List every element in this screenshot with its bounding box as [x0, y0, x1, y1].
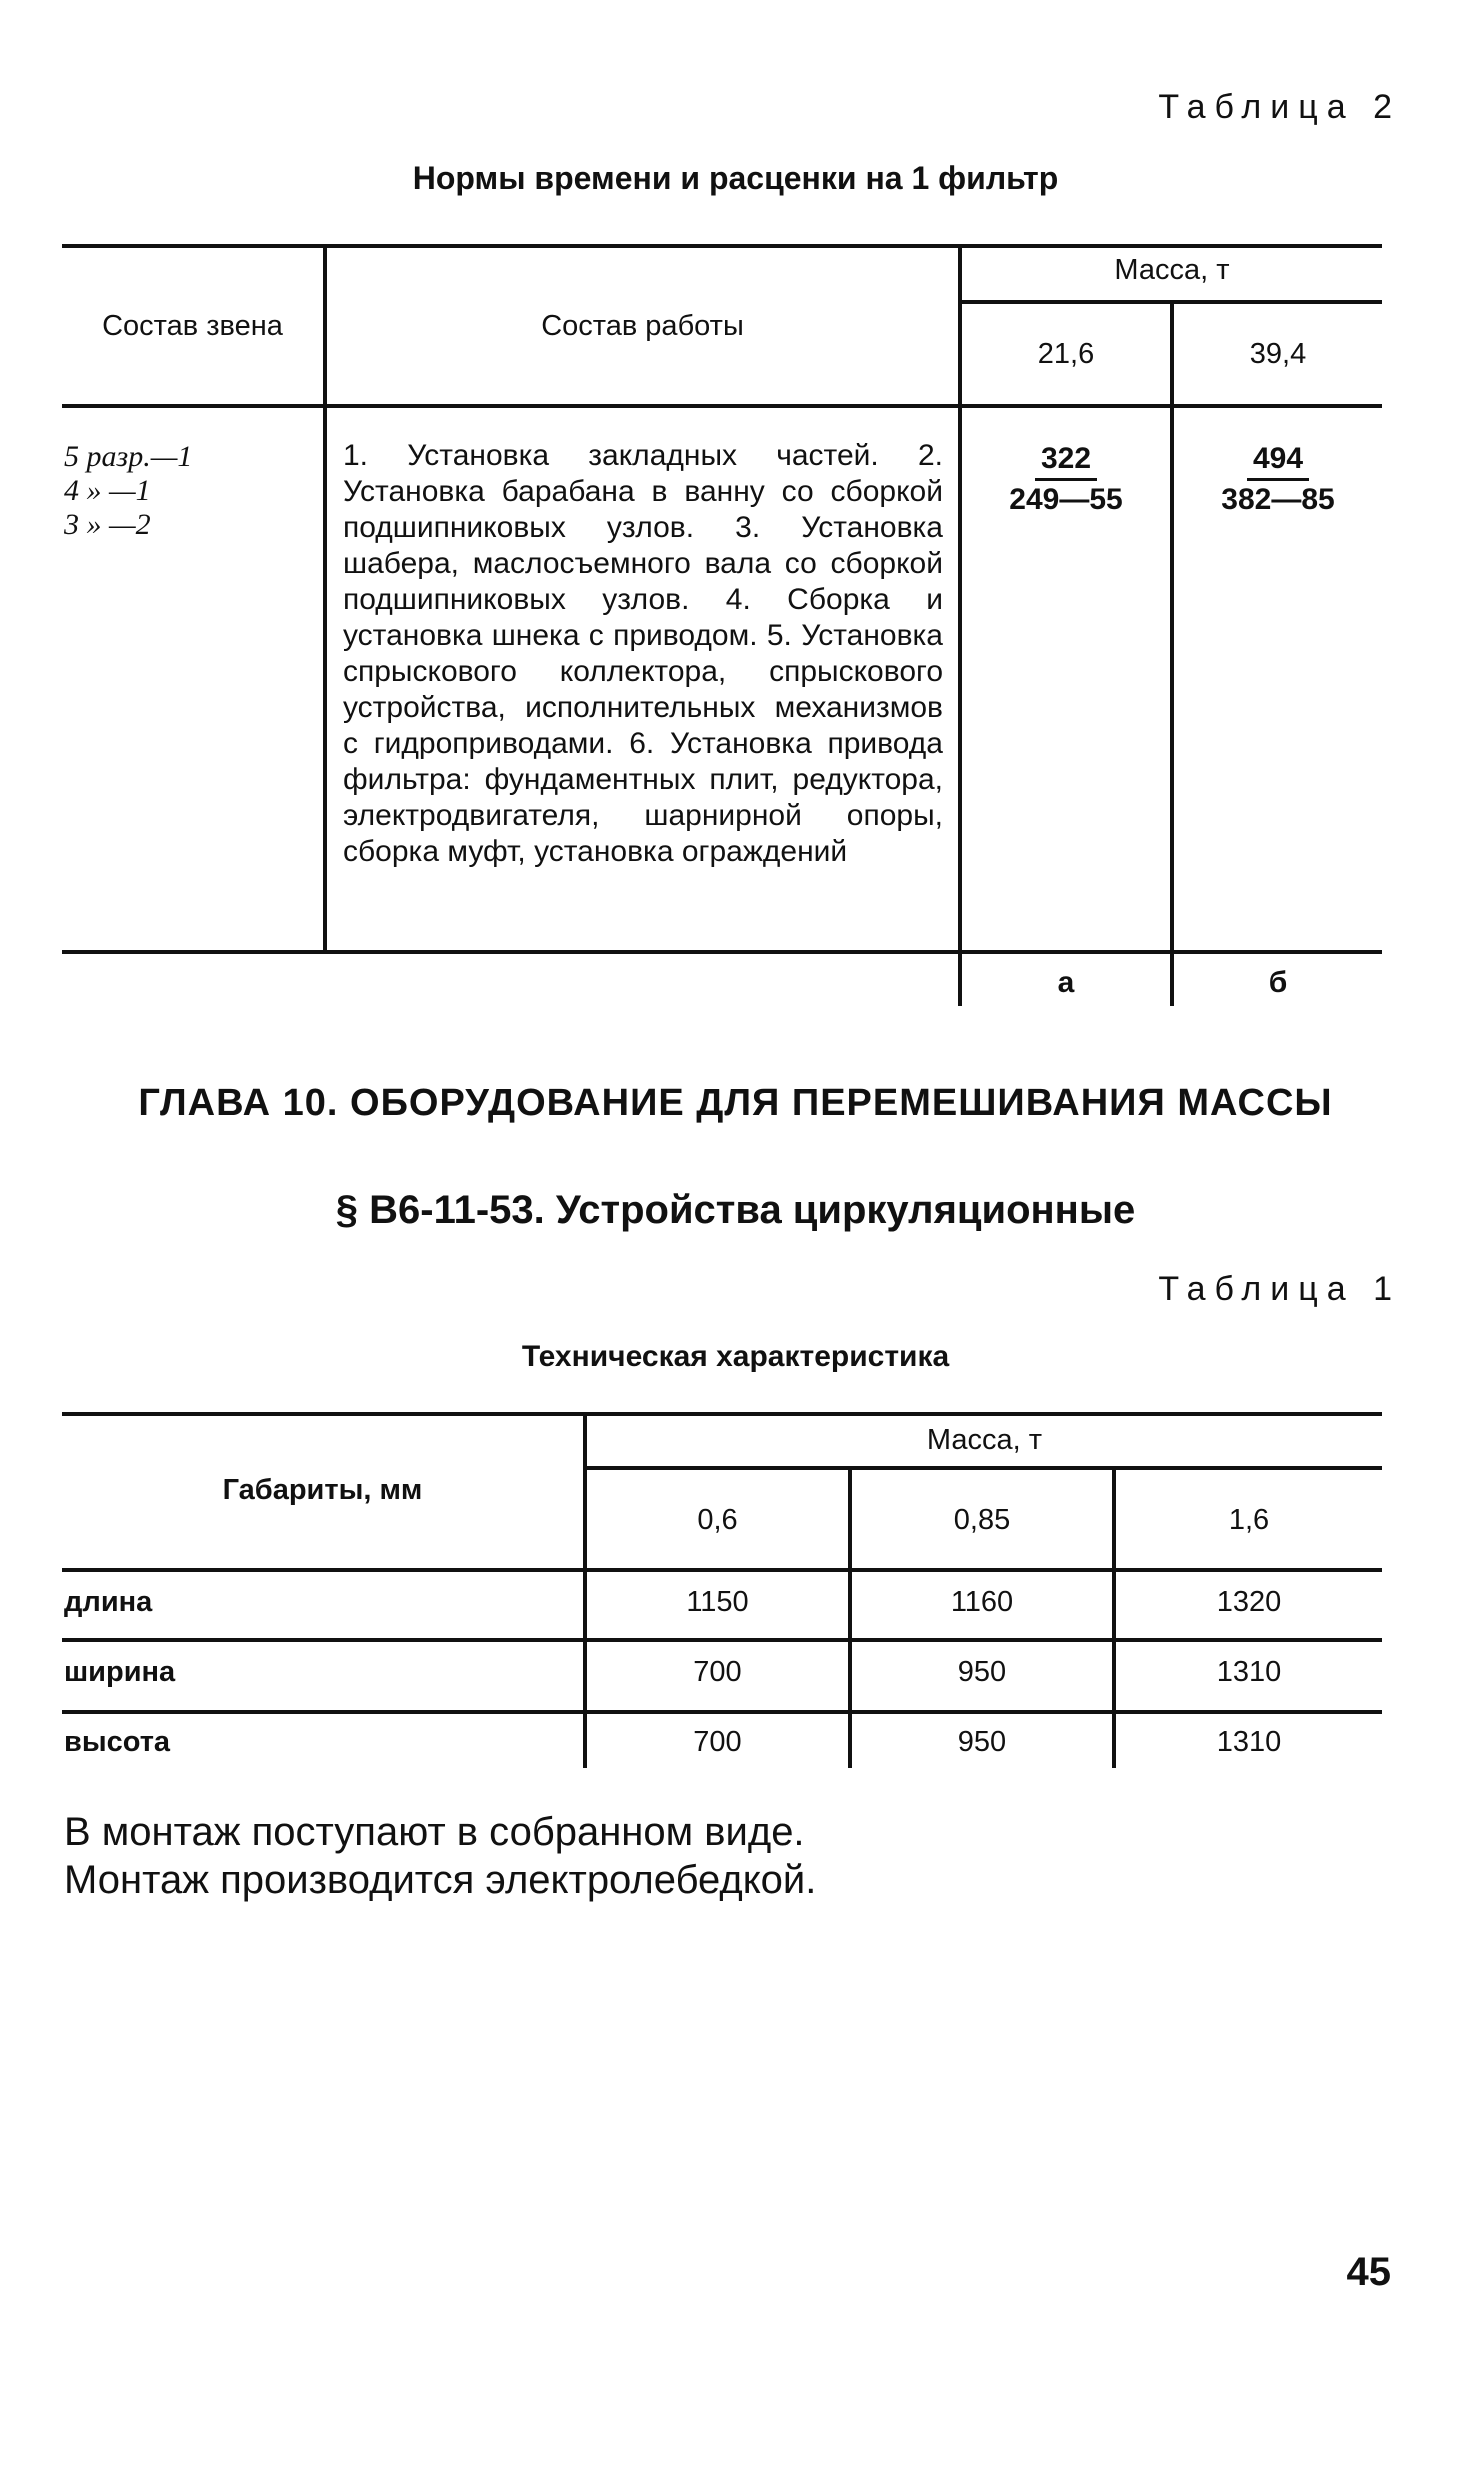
table1-title: Техническая характеристика	[521, 1340, 950, 1373]
header-mass-value: 21,6	[1037, 338, 1095, 370]
header-work: Состав работы	[541, 310, 744, 342]
crew-line: 5 разр.—1	[64, 440, 193, 473]
row-name: длина	[64, 1586, 153, 1618]
header-mass: Масса, т	[1114, 254, 1230, 286]
table-cell: 700	[693, 1656, 742, 1688]
column-letter: а	[1057, 966, 1075, 999]
table-cell: 950	[957, 1726, 1007, 1758]
norm-value: 322	[1035, 440, 1097, 481]
table2-label: Таблица 2	[1158, 88, 1401, 126]
rate-cell	[962, 440, 1170, 518]
crew-line: 3 » —2	[64, 508, 151, 541]
table1-label: Таблица 1	[1158, 1270, 1401, 1308]
note-line: В монтаж поступают в собранном виде.	[64, 1810, 805, 1854]
header-mass-value: 0,6	[697, 1504, 738, 1536]
rate-cell	[1174, 440, 1382, 518]
price-value: 382—85	[1221, 482, 1335, 516]
note	[64, 1808, 816, 1904]
table-cell: 1310	[1216, 1726, 1282, 1758]
work-description: 1. Установка закладных частей. 2. Установка барабана в ванну со сборкой подшипниковых узлов. 3. Установка шабера, маслосъемного вала со сборкой подшипниковых узлов. 4. Сборка и установка шнека с приводом. 5. Установка спрыскового коллектора, спрыскового устройства, исполнительных механизмов с гидроприводами. 6. Установка привода фильтра: фундаментных плит, редуктора, электродвигателя, шарнирной опоры, сборка муфт, установка ограждений	[343, 439, 943, 868]
chapter-heading: ГЛАВА 10. ОБОРУДОВАНИЕ ДЛЯ ПЕРЕМЕШИВАНИЯ МАССЫ	[138, 1082, 1333, 1124]
price-value: 249—55	[1009, 482, 1123, 516]
page-number: 45	[1346, 2250, 1391, 2294]
crew-composition	[64, 440, 192, 542]
table-cell: 1320	[1216, 1586, 1282, 1618]
header-crew: Состав звена	[102, 310, 283, 342]
header-mass: Масса, т	[926, 1424, 1043, 1456]
table-cell: 1150	[686, 1586, 749, 1618]
table2-title: Нормы времени и расценки на 1 фильтр	[412, 160, 1059, 196]
table-cell: 950	[957, 1656, 1007, 1688]
table-cell: 1310	[1216, 1656, 1282, 1688]
row-name: ширина	[64, 1656, 176, 1688]
header-mass-value: 0,85	[953, 1504, 1011, 1536]
crew-line: 4 » —1	[64, 474, 151, 507]
note-line: Монтаж производится электролебедкой.	[64, 1858, 817, 1902]
row-name: высота	[64, 1726, 171, 1758]
header-dims: Габариты, мм	[222, 1474, 423, 1506]
header-mass-value: 39,4	[1249, 338, 1307, 370]
norm-value: 494	[1247, 440, 1309, 481]
section-heading: § В6-11-53. Устройства циркуляционные	[335, 1188, 1136, 1232]
header-mass-value: 1,6	[1228, 1504, 1270, 1536]
table-cell: 1160	[950, 1586, 1014, 1618]
column-letter: б	[1268, 966, 1288, 999]
table-cell: 700	[693, 1726, 742, 1758]
